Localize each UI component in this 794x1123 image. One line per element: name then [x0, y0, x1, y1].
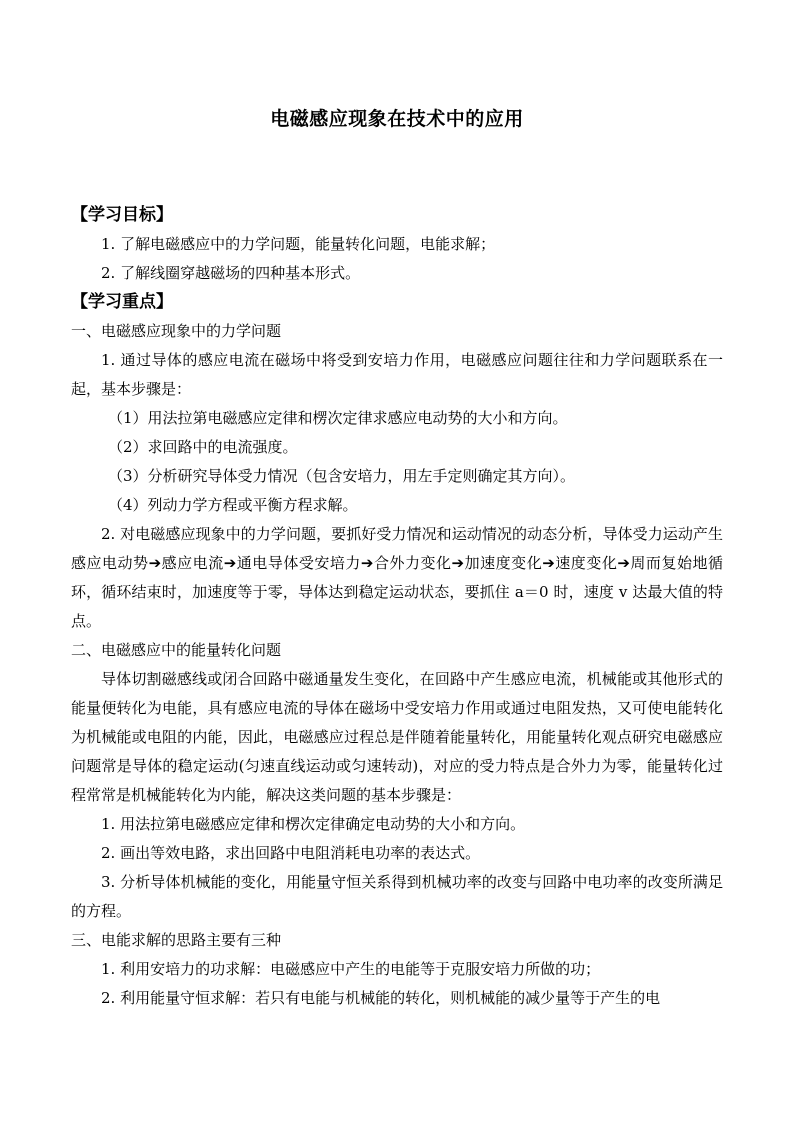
part1-paragraph-2: 2. 对电磁感应现象中的力学问题，要抓好受力情况和运动情况的动态分析，导体受力运动产生感应电动势➔感应电流➔通电导体受安培力➔合外力变化➔加速度变化➔速度变化➔周而复始地循环，循环结束时，加速度等于零，导体达到稳定运动状态，要抓住 a＝0 时，速度 v 达最大值的特点。 [71, 525, 723, 630]
part1-paragraph-1: 1. 通过导体的感应电流在磁场中将受到安培力作用，电磁感应问题往往和力学问题联系在一起，基本步骤是： [71, 351, 723, 398]
part3-heading: 三、电能求解的思路主要有三种 [71, 931, 282, 949]
part2-step-2: 2. 画出等效电路，求出回路中电阻消耗电功率的表达式。 [101, 844, 481, 862]
objectives-heading: 【学习目标】 [71, 205, 173, 225]
part2-step-3: 3. 分析导体机械能的变化，用能量守恒关系得到机械功率的改变与回路中电功率的改变所满足的方程。 [71, 873, 723, 920]
part1-step: （4）列动力学方程或平衡方程求解。 [108, 496, 358, 514]
page-title: 电磁感应现象在技术中的应用 [270, 108, 524, 130]
part1-step: （2）求回路中的电流强度。 [108, 438, 298, 456]
part3-item-1: 1. 利用安培力的功求解：电磁感应中产生的电能等于克服安培力所做的功； [101, 960, 601, 978]
part3-item-2: 2. 利用能量守恒求解：若只有电能与机械能的转化，则机械能的减少量等于产生的电 [101, 989, 661, 1007]
objective-item: 1. 了解电磁感应中的力学问题，能量转化问题，电能求解； [101, 235, 496, 253]
part2-step-1: 1. 用法拉第电磁感应定律和楞次定律确定电动势的大小和方向。 [101, 815, 526, 833]
document-body [71, 201, 723, 1013]
part1-heading: 一、电磁感应现象中的力学问题 [71, 322, 282, 340]
part2-heading: 二、电磁感应中的能量转化问题 [71, 641, 282, 659]
key-points-heading: 【学习重点】 [71, 292, 173, 312]
part1-step: （1）用法拉第电磁感应定律和楞次定律求感应电动势的大小和方向。 [108, 409, 568, 427]
objective-item: 2. 了解线圈穿越磁场的四种基本形式。 [101, 264, 361, 282]
part2-paragraph: 导体切割磁感线或闭合回路中磁通量发生变化，在回路中产生感应电流，机械能或其他形式的能量便转化为电能，具有感应电流的导体在磁场中受安培力作用或通过电阻发热，又可使电能转化为机械能或电阻的内能，因此，电磁感应过程总是伴随着能量转化，用能量转化观点研究电磁感应问题常是导体的稳定运动(匀速直线运动或匀速转动)，对应的受力特点是合外力为零，能量转化过程常常是机械能转化为内能，解决这类问题的基本步骤是： [71, 670, 723, 804]
part1-step: （3）分析研究导体受力情况（包含安培力，用左手定则确定其方向）。 [108, 467, 576, 485]
